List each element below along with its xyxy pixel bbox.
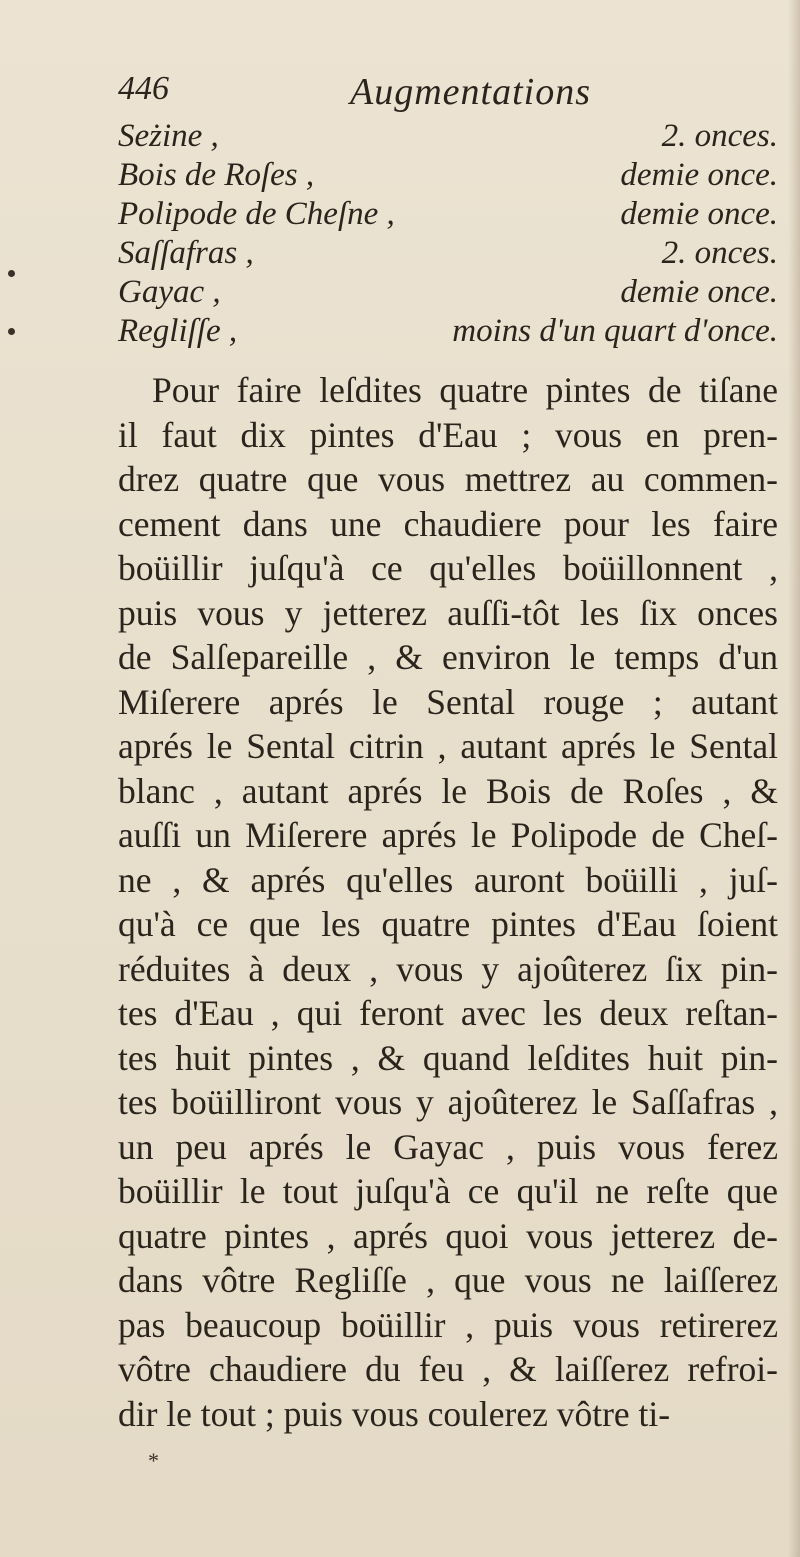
ingredient-list [118, 118, 778, 352]
text-line: blanc , autant aprés le Bois de Roſes , & [118, 770, 778, 811]
text-line: Miſerere aprés le Sental rouge ; autant [118, 681, 778, 722]
ingredient-quantity: 2. onces. [661, 235, 778, 271]
ingredient-quantity: demie once. [620, 157, 778, 193]
text-line: de Salſepareille , & environ le temps d'un [118, 637, 778, 677]
text-line: qu'à ce que les quatre pintes d'Eau ſoient [118, 904, 778, 944]
margin-mark [8, 270, 15, 277]
ingredient-name: Gayac , [118, 274, 221, 310]
body-paragraph [118, 368, 778, 1436]
ingredient-row [118, 235, 778, 274]
ingredient-row [118, 313, 778, 352]
text-line: aprés le Sental citrin , autant aprés le Sental [118, 726, 778, 766]
margin-mark [8, 328, 15, 335]
text-line: quatre pintes , aprés quoi vous jetterez de- [118, 1215, 778, 1256]
text-line: boüillir le tout juſqu'à ce qu'il ne reſte que [118, 1171, 778, 1211]
text-line: tes huit pintes , & quand leſdites huit pin- [118, 1037, 778, 1078]
text-line: vôtre chaudiere du feu , & laiſſerez refroi- [118, 1349, 778, 1389]
ingredient-quantity: demie once. [620, 196, 778, 232]
text-line: dir le tout ; puis vous coulerez vôtre ti- [118, 1393, 671, 1434]
ingredient-name: Bois de Roſes , [118, 157, 315, 193]
ingredient-name: Polipode de Cheſne , [118, 196, 395, 232]
ingredient-row [118, 196, 778, 235]
ingredient-name: Seżine , [118, 118, 219, 154]
text-line: boüillir juſqu'à ce qu'elles boüillonnent , [118, 548, 778, 588]
ingredient-quantity: demie once. [620, 274, 778, 310]
ingredient-name: Regliſſe , [118, 313, 238, 349]
page-edge-shadow [788, 0, 800, 1557]
section-title: Augmentations [350, 71, 591, 113]
text-line: réduites à deux , vous y ajoûterez ſix pin- [118, 948, 778, 989]
text-line: pas beaucoup boüillir , puis vous retirerez [118, 1304, 778, 1345]
text-line: puis vous y jetterez auſſi-tôt les ſix onces [118, 592, 778, 633]
text-line: tes boüilliront vous y ajoûterez le Saſſafras , [118, 1082, 778, 1122]
text-line: dans vôtre Regliſſe , que vous ne laiſſerez [118, 1260, 778, 1300]
page-number: 446 [118, 70, 169, 107]
text-line: Pour faire leſdites quatre pintes de tiſane [152, 370, 778, 410]
text-line: il faut dix pintes d'Eau ; vous en pren- [118, 414, 778, 455]
text-line: cement dans une chaudiere pour les faire [118, 503, 778, 544]
text-line: un peu aprés le Gayac , puis vous ferez [118, 1126, 778, 1167]
ingredient-quantity: 2. onces. [661, 118, 778, 154]
ingredient-row [118, 274, 778, 313]
ingredient-name: Saſſafras , [118, 235, 254, 271]
ingredient-row [118, 118, 778, 157]
signature-mark: * [148, 1448, 159, 1473]
text-line: drez quatre que vous mettrez au commen- [118, 459, 778, 499]
text-line: auſſi un Miſerere aprés le Polipode de Cheſ- [118, 815, 778, 855]
text-line: ne , & aprés qu'elles auront boüilli , juſ- [118, 859, 778, 900]
ingredient-row [118, 157, 778, 196]
text-line: tes d'Eau , qui feront avec les deux reſtan- [118, 993, 778, 1033]
ingredient-quantity: moins d'un quart d'once. [452, 313, 778, 349]
running-head [118, 70, 758, 118]
